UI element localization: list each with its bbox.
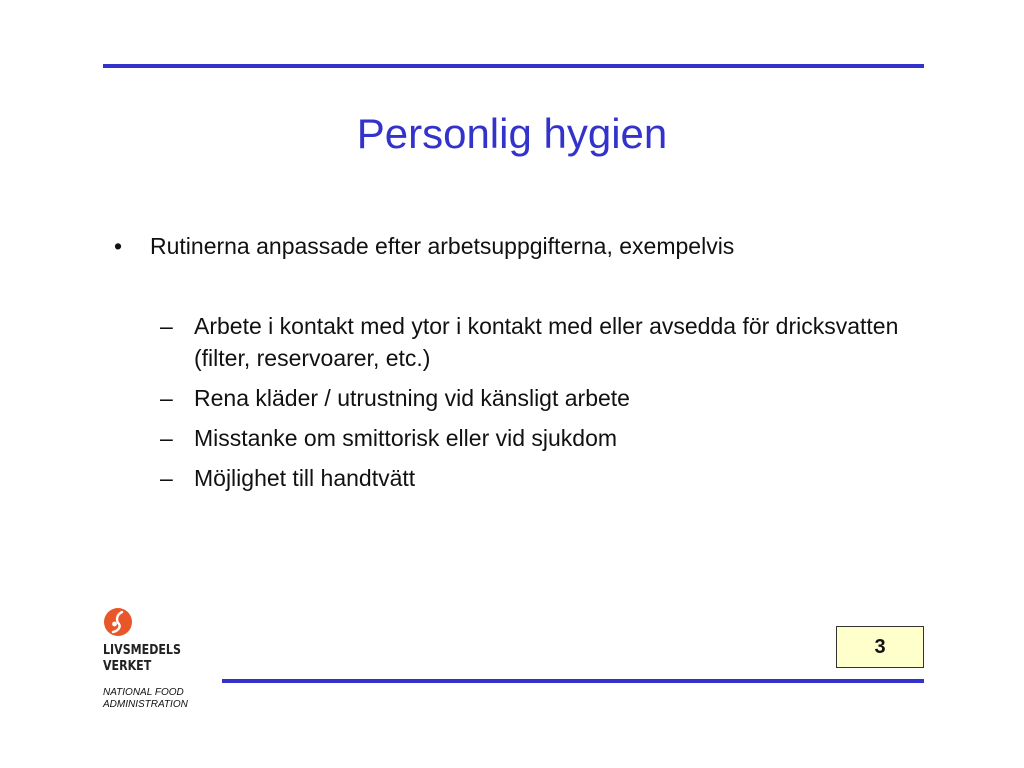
- sub-marker: –: [160, 425, 173, 451]
- slide-title: Personlig hygien: [356, 110, 668, 157]
- bullet-marker: •: [114, 233, 123, 259]
- sub-item-text: Rena kläder / utrustning vid känsligt arbete: [194, 385, 630, 411]
- sub-marker: –: [160, 465, 173, 491]
- sub-list: [110, 310, 950, 494]
- sub-item-text: Möjlighet till handtvätt: [194, 465, 416, 491]
- logo: [103, 607, 213, 717]
- sub-item: [160, 382, 950, 414]
- top-divider: [103, 64, 924, 68]
- page-number: 3: [874, 635, 886, 658]
- logo-subtitle-line1: NATIONAL FOOD: [103, 687, 184, 698]
- sub-item-text: Arbete i kontakt med ytor i kontakt med eller avsedda för dricksvatten (filter, reservoarer, etc.): [194, 313, 899, 371]
- slide-content: [110, 230, 950, 502]
- sub-item: [160, 422, 950, 454]
- logo-wordmark-line1: LIVSMEDELS: [103, 643, 181, 658]
- logo-wordmark-line2: VERKET: [103, 659, 152, 674]
- sub-marker: –: [160, 385, 173, 411]
- page-number-box: [836, 626, 924, 668]
- bullet-text: Rutinerna anpassade efter arbetsuppgifterna, exempelvis: [150, 233, 735, 259]
- footer-divider: [222, 679, 924, 683]
- logo-subtitle-line2: ADMINISTRATION: [103, 699, 188, 710]
- sub-marker: –: [160, 313, 173, 339]
- livsmedelsverket-logo-icon: [103, 607, 133, 637]
- sub-item: [160, 462, 950, 494]
- sub-item: [160, 310, 950, 374]
- sub-item-text: Misstanke om smittorisk eller vid sjukdom: [194, 425, 618, 451]
- bullet-item: [110, 230, 950, 262]
